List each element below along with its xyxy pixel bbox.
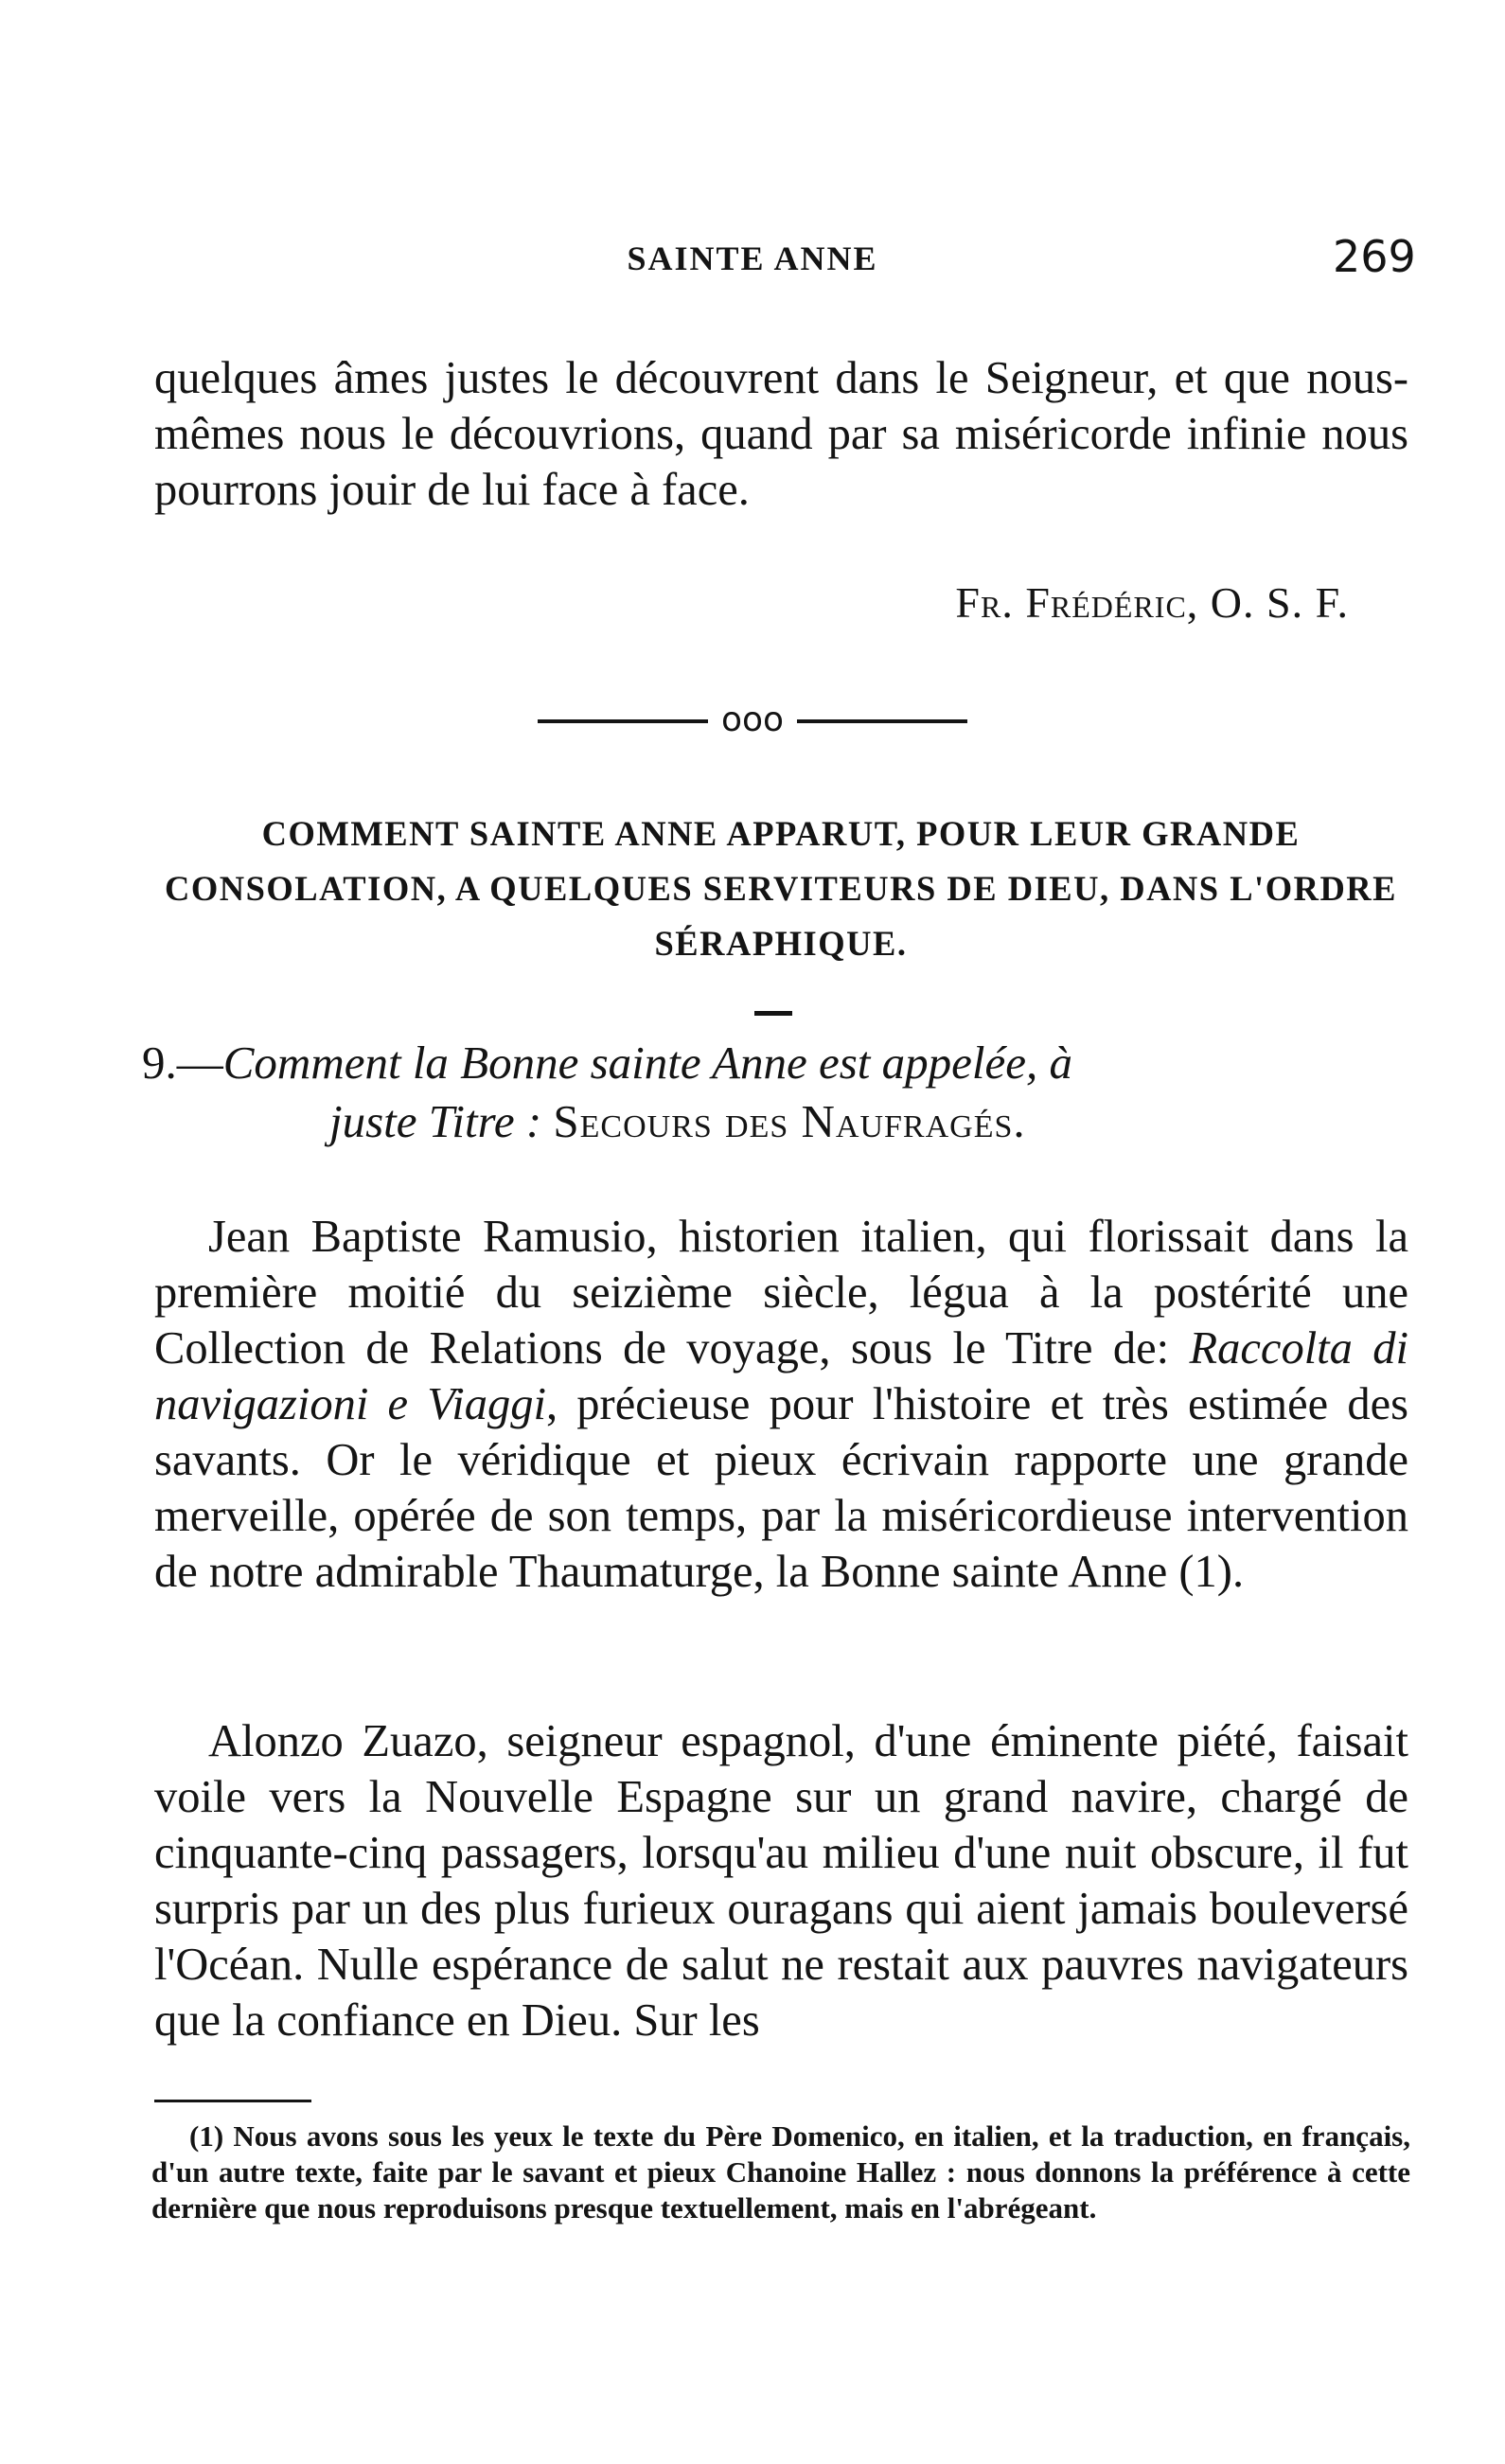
footnote-rule xyxy=(154,2100,311,2102)
paragraph-ramusio-after: , précieuse pour l'histoire et très estimée des savants. Or le véridique et pieux écrivain rapporte une grande merveille, opérée de son temps, par la miséricordieuse intervention de notre admirable Thaumaturge, la Bonne sainte Anne (1). xyxy=(154,1379,1408,1597)
section-title-line-1 xyxy=(142,1034,1410,1092)
ornamental-separator xyxy=(0,700,1505,739)
separator-rule-right xyxy=(797,719,967,723)
section-title-italic-1: Comment la Bonne sainte Anne est appelée, à xyxy=(222,1037,1072,1089)
section-title-smallcaps: Secours des Naufragés. xyxy=(553,1095,1026,1147)
paragraph-ramusio xyxy=(154,1209,1408,1600)
footnote xyxy=(151,2118,1410,2226)
heading-rule xyxy=(754,1011,792,1016)
separator-rule-left xyxy=(538,719,708,723)
separator-mark: ooo xyxy=(720,700,785,739)
chapter-heading: COMMENT SAINTE ANNE APPARUT, POUR LEUR GRANDE CONSOLATION, A QUELQUES SERVITEURS DE DIEU, DANS L'ORDRE SÉRAPHIQUE. xyxy=(164,814,1398,963)
section-title-line-2 xyxy=(142,1092,1410,1151)
paragraph-ramusio-book-title: Raccolta di navigazioni e Viaggi xyxy=(154,1323,1408,1429)
section-title-italic-2: juste Titre : xyxy=(329,1095,542,1147)
opening-paragraph-text: quelques âmes justes le découvrent dans le Seigneur, et que nous-mêmes nous le découvrions, quand par sa miséricorde infinie nous pourrons jouir de lui face à face. xyxy=(154,353,1408,515)
paragraph-ramusio-before: Jean Baptiste Ramusio, historien italien, qui florissait dans la première moitié du seizième siècle, légua à la postérité une Collection de Relations de voyage, sous le Titre de: xyxy=(154,1212,1408,1374)
running-title: SAINTE ANNE xyxy=(627,239,878,277)
paragraph-zuazo-text: Alonzo Zuazo, seigneur espagnol, d'une éminente piété, faisait voile vers la Nouvelle Espagne sur un grand navire, chargé de cinquante-cinq passagers, lorsqu'au milieu d'une nuit obscure, il fut surpris par un des plus furieux ouragans qui aient jamais bouleversé l'Océan. Nulle espérance de salut ne restait aux pauvres navigateurs que la confiance en Dieu. Sur les xyxy=(154,1716,1408,2046)
paragraph-zuazo xyxy=(154,1713,1408,2048)
footnote-text: (1) Nous avons sous les yeux le texte du Père Domenico, en italien, et la traduction, en français, d'un autre texte, faite par le savant et pieux Chanoine Hallez : nous donnons la préférence à cette dernière que nous reproduisons presque textuellement, mais en l'abrégeant. xyxy=(151,2119,1410,2225)
section-title xyxy=(142,1034,1410,1151)
author-signature: Fr. Frédéric, O. S. F. xyxy=(955,578,1349,627)
page-number: 269 xyxy=(1333,231,1416,282)
opening-paragraph xyxy=(154,350,1408,518)
section-number: 9.— xyxy=(142,1037,223,1089)
paragraph-ramusio-text xyxy=(154,1209,1408,1600)
